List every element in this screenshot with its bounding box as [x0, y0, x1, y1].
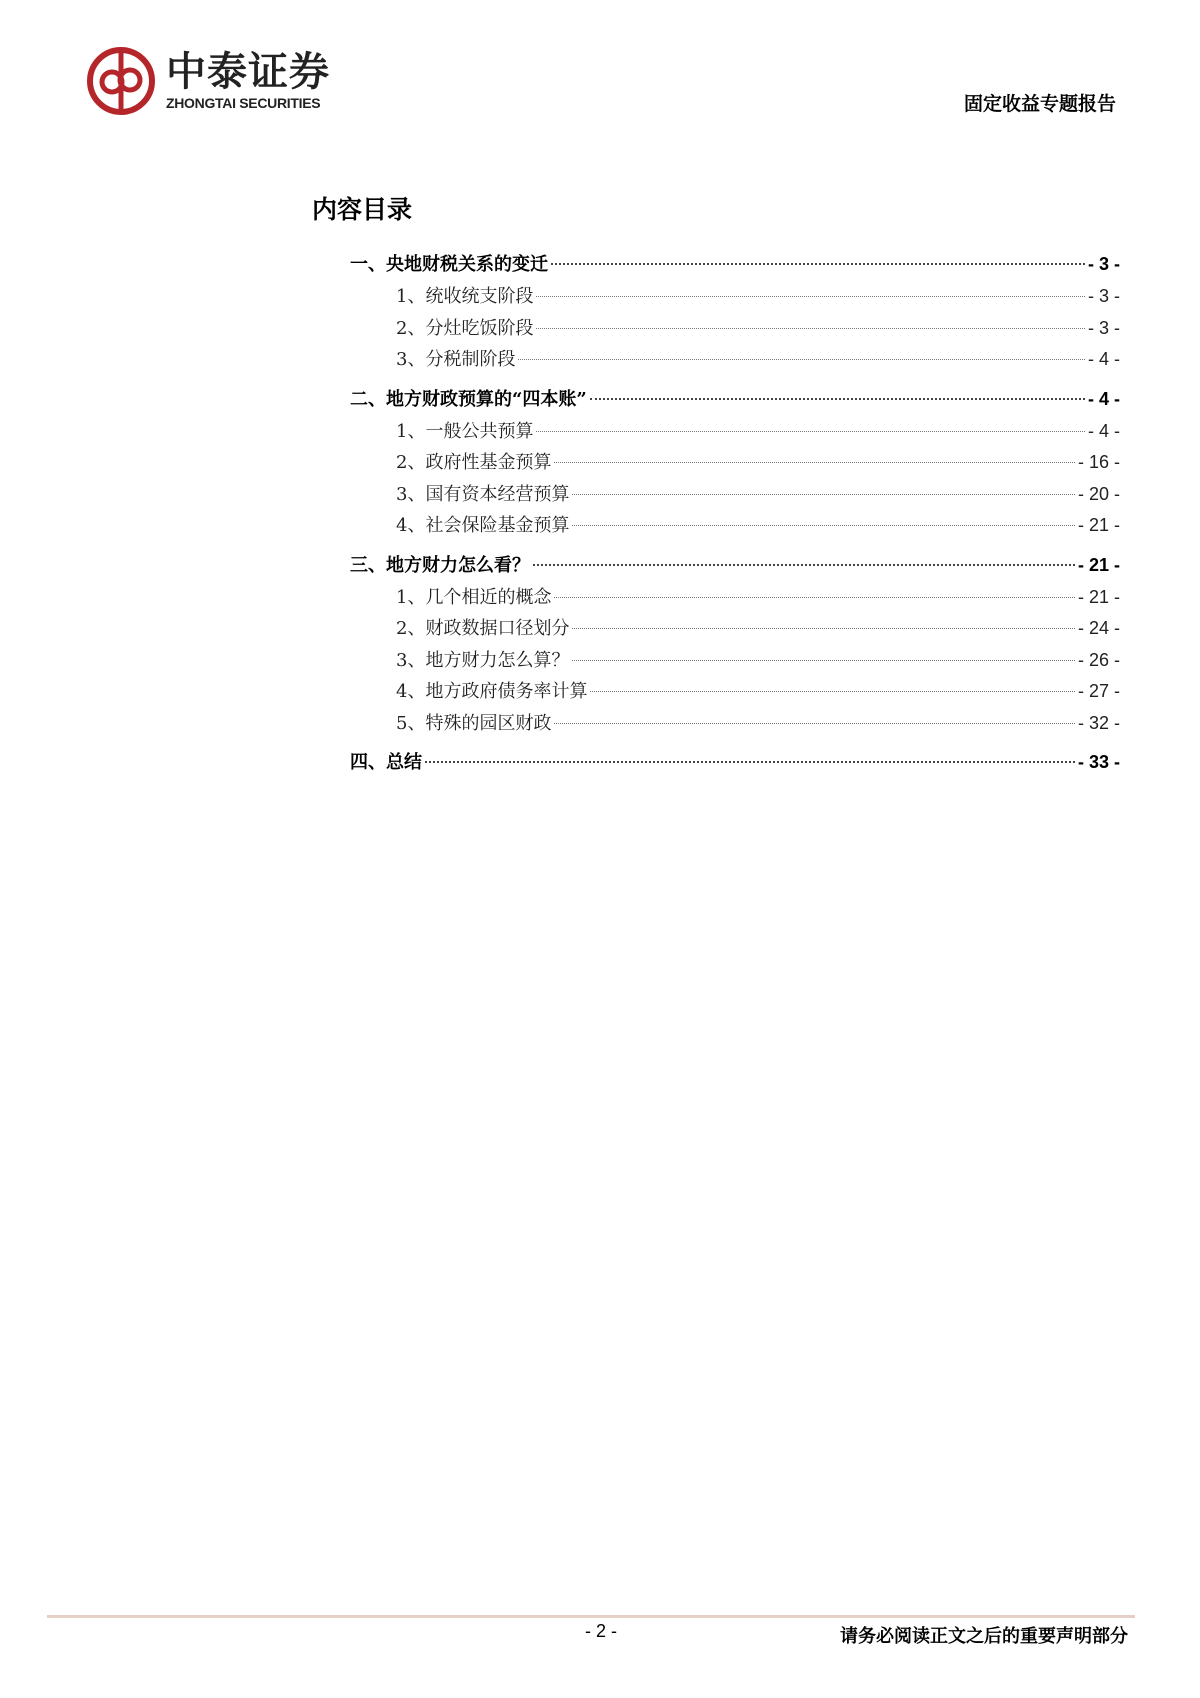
toc-entry-page: - 4 -	[1087, 349, 1120, 369]
toc-entry-label: 4、社会保险基金预算	[396, 515, 570, 536]
company-logo	[86, 46, 330, 116]
toc-subsection-entry[interactable]	[350, 511, 1120, 543]
toc-subsection-entry[interactable]	[350, 480, 1120, 512]
toc-entry-page: - 27 -	[1077, 681, 1120, 701]
toc-section-entry[interactable]	[350, 250, 1120, 282]
toc-entry-label: 三、地方财力怎么看？	[350, 554, 530, 576]
toc-leader-dots	[425, 761, 1075, 763]
toc-entry-page: - 21 -	[1077, 586, 1120, 607]
toc-subsection-entry[interactable]	[350, 614, 1120, 646]
zhongtai-logo-icon	[86, 46, 156, 116]
logo-en-text: ZHONGTAI SECURITIES	[166, 95, 321, 111]
toc-leader-dots	[572, 525, 1075, 526]
toc-section-entry[interactable]	[350, 385, 1120, 417]
toc-entry-page: - 26 -	[1077, 649, 1120, 670]
toc-entry-label: 2、财政数据口径划分	[396, 618, 570, 639]
toc-leader-dots	[572, 660, 1075, 661]
footer-disclaimer: 请务必阅读正文之后的重要声明部分	[840, 1626, 1128, 1647]
toc-leader-dots	[536, 296, 1085, 297]
toc-entry-label: 2、政府性基金预算	[396, 452, 552, 473]
toc-subsection-entry[interactable]	[350, 448, 1120, 480]
toc-entry-page: - 3 -	[1087, 286, 1120, 306]
toc-entry-label: 1、统收统支阶段	[396, 286, 534, 307]
toc-leader-dots	[554, 723, 1075, 724]
toc-entry-page: - 33 -	[1077, 752, 1120, 772]
toc-entry-page: - 4 -	[1087, 388, 1120, 409]
toc-leader-dots	[518, 359, 1085, 360]
toc-section-entry[interactable]	[350, 748, 1120, 780]
toc-entry-page: - 16 -	[1077, 452, 1120, 472]
toc-entry-label: 1、几个相近的概念	[396, 586, 552, 608]
toc-leader-dots	[551, 263, 1085, 265]
toc-subsection-entry[interactable]	[350, 417, 1120, 449]
toc-entry-label: 四、总结	[350, 752, 422, 773]
toc-entry-page: - 3 -	[1087, 254, 1120, 274]
toc-subsection-entry[interactable]	[350, 677, 1120, 709]
toc-subsection-entry[interactable]	[350, 345, 1120, 377]
toc-entry-page: - 20 -	[1077, 483, 1120, 504]
toc-subsection-entry[interactable]	[350, 646, 1120, 678]
footer-divider	[47, 1615, 1135, 1618]
toc-leader-dots	[554, 597, 1075, 598]
toc-entry-label: 一、央地财税关系的变迁	[350, 254, 548, 275]
toc-entry-label: 3、地方财力怎么算？	[396, 649, 570, 671]
toc-entry-page: - 21 -	[1077, 515, 1120, 535]
report-type: 固定收益专题报告	[963, 93, 1116, 115]
toc-entry-page: - 4 -	[1087, 420, 1120, 441]
toc-leader-dots	[590, 398, 1085, 400]
toc-entry-label: 5、特殊的园区财政	[396, 712, 552, 734]
toc-subsection-entry[interactable]	[350, 583, 1120, 615]
toc-section-entry[interactable]	[350, 551, 1120, 583]
toc-leader-dots	[536, 431, 1085, 432]
toc-entry-page: - 21 -	[1077, 554, 1120, 575]
toc-title: 内容目录	[312, 195, 413, 224]
toc-subsection-entry[interactable]	[350, 314, 1120, 346]
table-of-contents	[350, 250, 1120, 780]
toc-subsection-entry[interactable]	[350, 282, 1120, 314]
toc-entry-label: 3、分税制阶段	[396, 349, 516, 370]
toc-entry-page: - 3 -	[1087, 317, 1120, 338]
toc-entry-label: 3、国有资本经营预算	[396, 483, 570, 505]
toc-leader-dots	[536, 328, 1085, 329]
toc-entry-page: - 24 -	[1077, 618, 1120, 638]
logo-cn-text: 中泰证券	[166, 49, 330, 95]
toc-entry-label: 2、分灶吃饭阶段	[396, 317, 534, 339]
toc-leader-dots	[533, 564, 1075, 566]
toc-leader-dots	[590, 691, 1075, 692]
toc-entry-label: 1、一般公共预算	[396, 420, 534, 442]
toc-entry-label: 二、地方财政预算的“四本账”	[350, 388, 587, 410]
toc-subsection-entry[interactable]	[350, 709, 1120, 741]
toc-leader-dots	[572, 628, 1075, 629]
page-number: - 2 -	[585, 1621, 618, 1641]
toc-leader-dots	[554, 462, 1075, 463]
toc-entry-page: - 32 -	[1077, 712, 1120, 733]
toc-leader-dots	[572, 494, 1075, 495]
toc-entry-label: 4、地方政府债务率计算	[396, 681, 588, 702]
